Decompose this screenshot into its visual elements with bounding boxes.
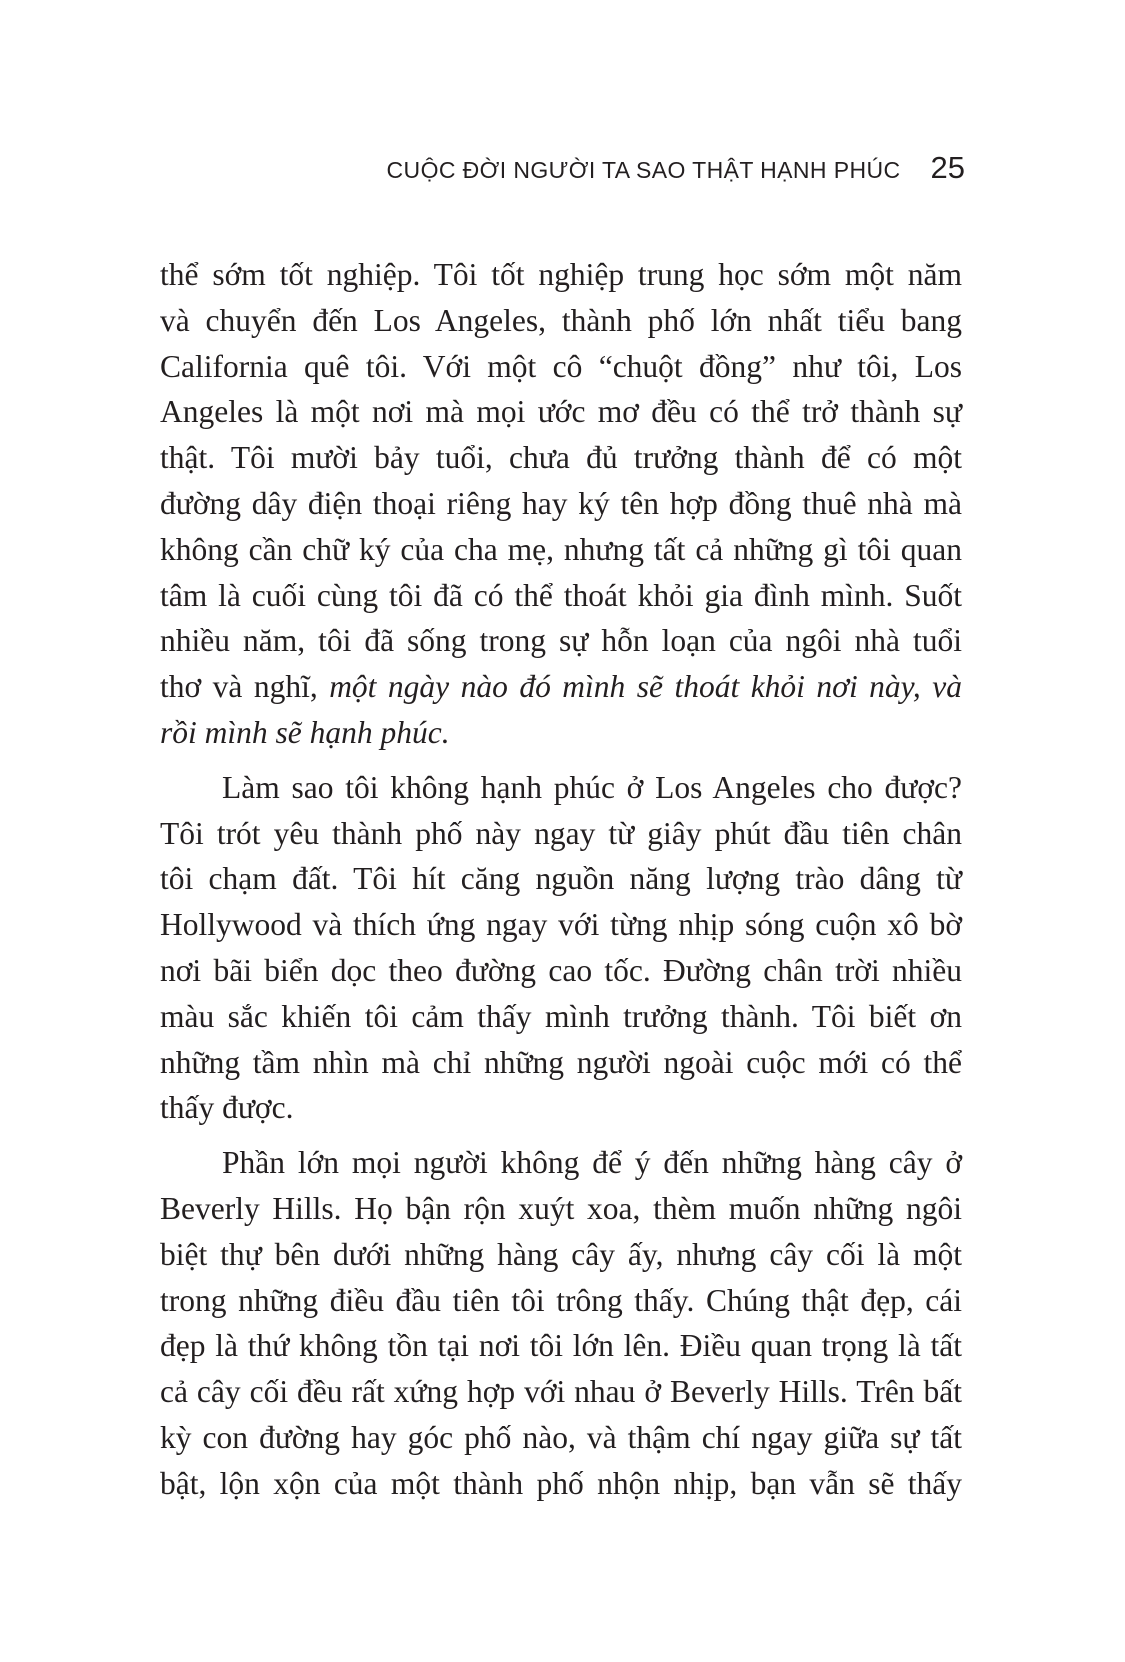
text-line: thật. Tôi mười bảy tuổi, chưa đủ trưởng thành để có một xyxy=(160,440,962,476)
running-header xyxy=(160,150,965,200)
italic-thought: rồi mình sẽ hạnh phúc. xyxy=(160,714,450,750)
text-line: cả cây cối đều rất xứng hợp với nhau ở Beverly Hills. Trên bất xyxy=(160,1374,962,1410)
text-line: tâm là cuối cùng tôi đã có thể thoát khỏi gia đình mình. Suốt xyxy=(160,577,962,613)
text-line: đẹp là thứ không tồn tại nơi tôi lớn lên. Điều quan trọng là tất xyxy=(160,1328,962,1364)
text-line: biệt thự bên dưới những hàng cây ấy, nhưng cây cối là một xyxy=(160,1236,962,1272)
paragraph-1 xyxy=(160,252,962,756)
text-line: nơi bãi biển dọc theo đường cao tốc. Đường chân trời nhiều xyxy=(160,952,962,988)
text-line: Beverly Hills. Họ bận rộn xuýt xoa, thèm muốn những ngôi xyxy=(160,1190,962,1226)
plain-text: thơ và nghĩ, xyxy=(160,669,330,705)
header-title: CUỘC ĐỜI NGƯỜI TA SAO THẬT HẠNH PHÚC xyxy=(386,157,901,183)
text-line: đường dây điện thoại riêng hay ký tên hợp đồng thuê nhà mà xyxy=(160,485,962,521)
text-line xyxy=(160,664,962,710)
body-text xyxy=(160,252,962,1507)
page-number: 25 xyxy=(930,150,965,185)
text-line: nhiều năm, tôi đã sống trong sự hỗn loạn của ngôi nhà tuổi xyxy=(160,623,962,659)
text-line: Tôi trót yêu thành phố này ngay từ giây phút đầu tiên chân xyxy=(160,815,962,851)
text-line: bật, lộn xộn của một thành phố nhộn nhịp, bạn vẫn sẽ thấy xyxy=(160,1465,962,1501)
text-line: không cần chữ ký của cha mẹ, nhưng tất cả những gì tôi quan xyxy=(160,531,962,567)
text-line: màu sắc khiến tôi cảm thấy mình trưởng thành. Tôi biết ơn xyxy=(160,998,962,1034)
text-line xyxy=(160,710,962,756)
text-line: California quê tôi. Với một cô “chuột đồng” như tôi, Los xyxy=(160,348,962,384)
paragraph-3 xyxy=(160,1140,962,1506)
text-line: trong những điều đầu tiên tôi trông thấy. Chúng thật đẹp, cái xyxy=(160,1282,962,1318)
text-line: Hollywood và thích ứng ngay với từng nhịp sóng cuộn xô bờ xyxy=(160,907,962,943)
text-line: Làm sao tôi không hạnh phúc ở Los Angeles cho được? xyxy=(222,769,962,805)
text-line: thấy được. xyxy=(160,1090,294,1126)
italic-thought: một ngày nào đó mình sẽ thoát khỏi nơi này, và xyxy=(329,669,962,705)
text-line: Angeles là một nơi mà mọi ước mơ đều có thể trở thành sự xyxy=(160,394,962,430)
text-line: những tầm nhìn mà chỉ những người ngoài cuộc mới có thể xyxy=(160,1044,962,1080)
text-line: Phần lớn mọi người không để ý đến những hàng cây ở xyxy=(222,1145,962,1181)
paragraph-2 xyxy=(160,765,962,1131)
text-line: kỳ con đường hay góc phố nào, và thậm chí ngay giữa sự tất xyxy=(160,1419,962,1455)
text-line: tôi chạm đất. Tôi hít căng nguồn năng lượng trào dâng từ xyxy=(160,861,962,897)
text-line: thể sớm tốt nghiệp. Tôi tốt nghiệp trung học sớm một năm xyxy=(160,257,962,292)
text-line: và chuyển đến Los Angeles, thành phố lớn nhất tiểu bang xyxy=(160,302,962,338)
